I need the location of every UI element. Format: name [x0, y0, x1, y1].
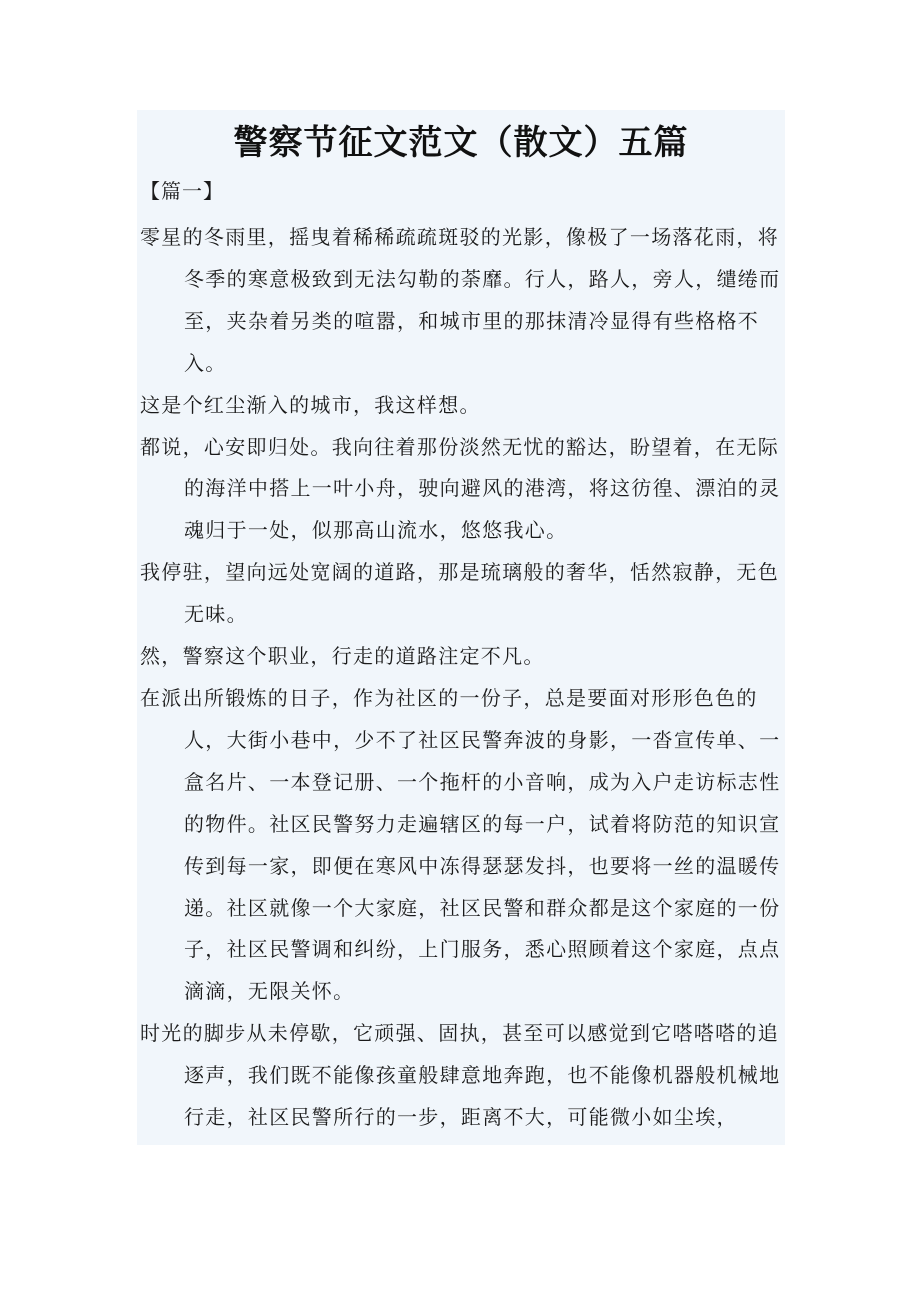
document-title: 警察节征文范文（散文）五篇 — [233, 123, 689, 163]
paragraph: 时光的脚步从未停歇，它顽强、固执，甚至可以感觉到它嗒嗒嗒的追逐声，我们既不能像孩童般肆意地奔跑，也不能像机器般机械地行走，社区民警所行的一步，距离不大，可能微小如尘埃， — [140, 1021, 781, 1130]
document-body — [140, 217, 790, 1139]
paragraph: 这是个红尘渐入的城市，我这样想。 — [140, 392, 481, 417]
document-page — [137, 110, 785, 1145]
paragraph: 都说，心安即归处。我向往着那份淡然无忧的豁达，盼望着，在无际的海洋中搭上一叶小舟，驶向避风的港湾，将这彷徨、漂泊的灵魂归于一处，似那高山流水，悠悠我心。 — [140, 434, 781, 543]
paragraph: 零星的冬雨里，摇曳着稀稀疏疏斑驳的光影，像极了一场落花雨，将冬季的寒意极致到无法勾勒的荼靡。行人，路人，旁人，缱绻而至，夹杂着另类的喧嚣，和城市里的那抹清冷显得有些格格不入。 — [140, 225, 781, 375]
paragraph: 在派出所锻炼的日子，作为社区的一份子，总是要面对形形色色的人，大街小巷中，少不了社区民警奔波的身影，一沓宣传单、一盒名片、一本登记册、一个拖杆的小音响，成为入户走访标志性的物件。社区民警努力走遍辖区的每一户，试着将防范的知识宣传到每一家，即便在寒风中冻得瑟瑟发抖，也要将一丝的温暖传递。社区就像一个大家庭，社区民警和群众都是这个家庭的一份子，社区民警调和纠纷，上门服务，悉心照顾着这个家庭，点点滴滴，无限关怀。 — [140, 685, 781, 1004]
section-label: 【篇一】 — [140, 179, 224, 203]
paragraph: 然，警察这个职业，行走的道路注定不凡。 — [140, 644, 545, 669]
paragraph: 我停驻，望向远处宽阔的道路，那是琉璃般的奢华，恬然寂静，无色无味。 — [140, 560, 779, 627]
